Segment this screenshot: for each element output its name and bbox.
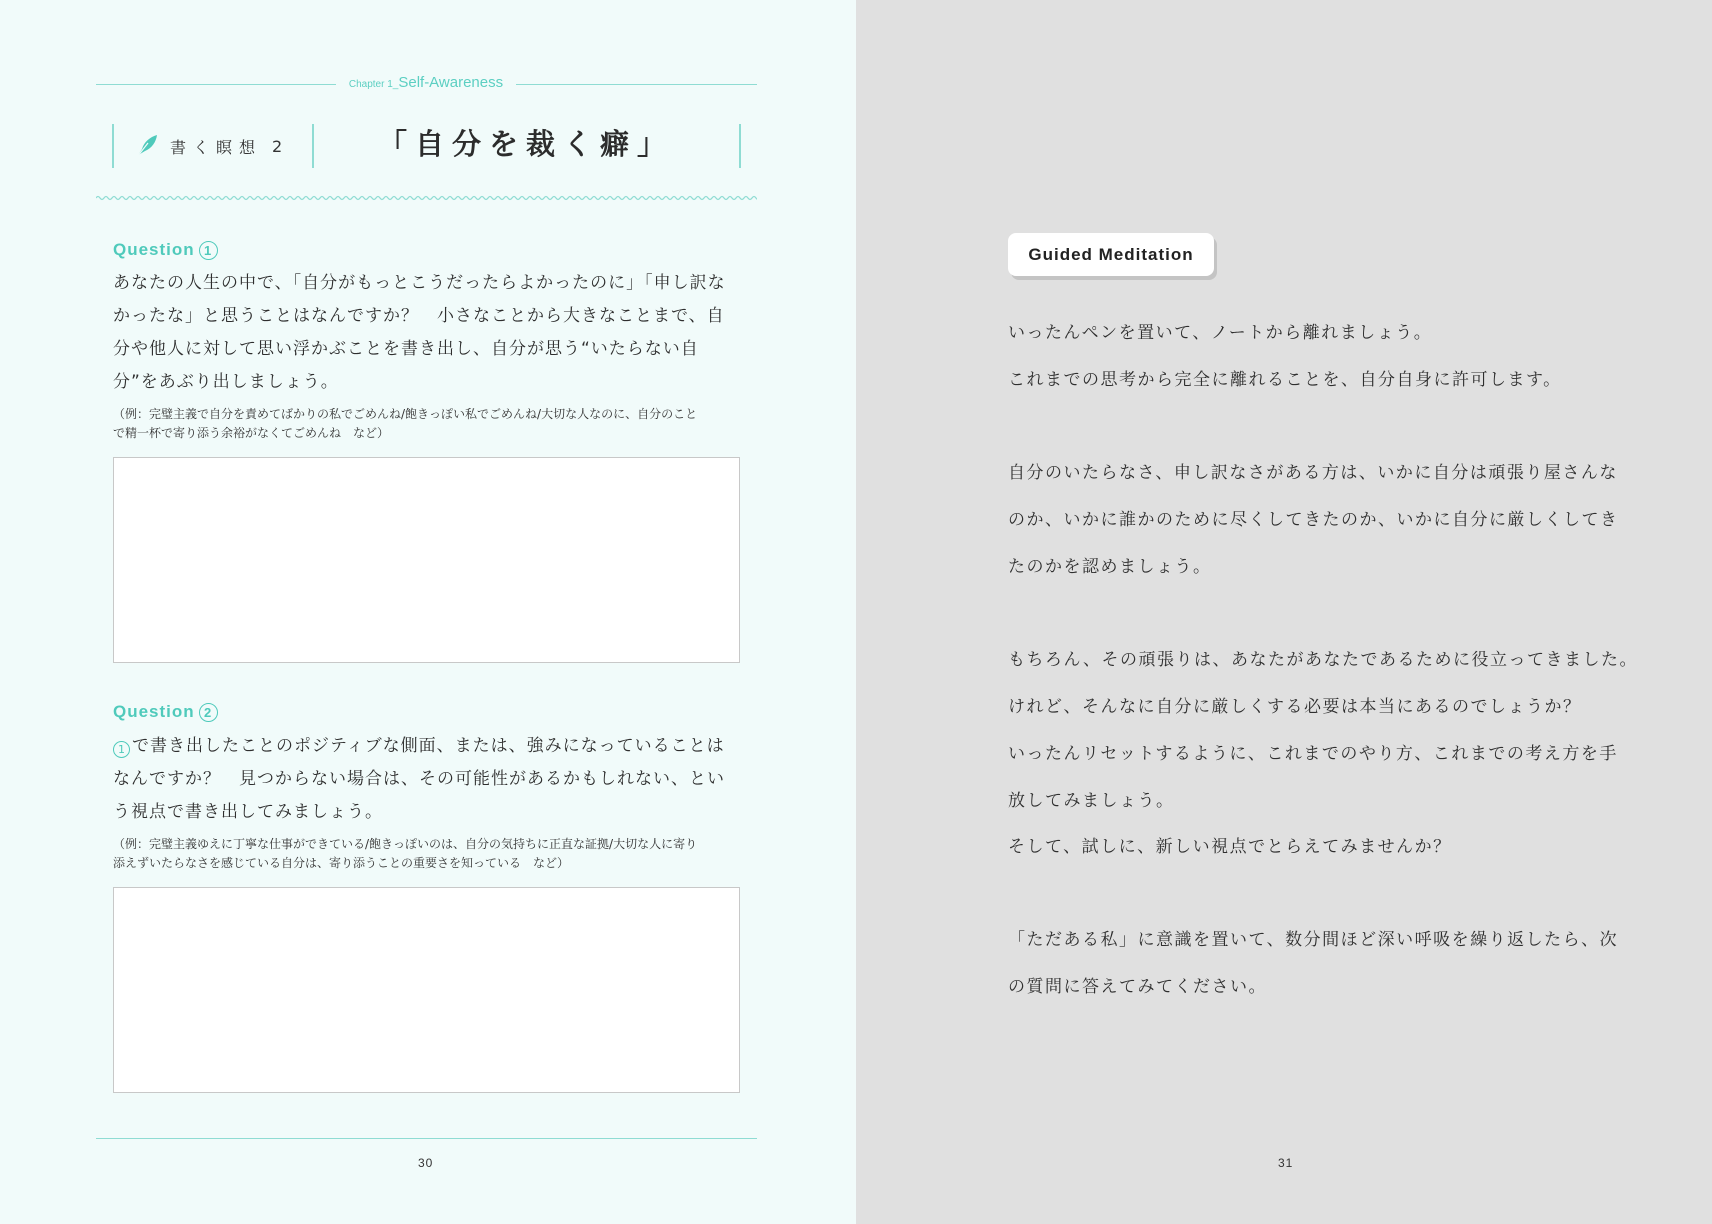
question-1-example-line: で精一杯で寄り添う余裕がなくてごめんね など） <box>113 426 390 440</box>
footer-rule <box>96 1138 757 1139</box>
question-2-line: なんですか？ 見つからない場合は、その可能性があるかもしれない、とい <box>113 769 725 789</box>
question-1-word: Question <box>113 240 195 259</box>
meditation-line: いったんペンを置いて、ノートから離れましょう。 <box>1008 323 1433 343</box>
wavy-divider <box>96 194 757 202</box>
chapter-rule-right <box>516 84 757 85</box>
exercise-series: 書く瞑想 <box>170 137 263 157</box>
chapter-label <box>336 74 516 92</box>
meditation-line: の質問に答えてみてください。 <box>1008 977 1267 997</box>
chapter-prefix: Chapter 1_ <box>348 79 399 90</box>
question-ref-number: 1 <box>113 741 130 758</box>
page-title: 「自分を裁く癖」 <box>377 127 674 161</box>
question-1-label <box>113 240 218 260</box>
guided-meditation-badge: Guided Meditation <box>1008 233 1214 276</box>
meditation-line: のか、いかに誰かのために尽くしてきたのか、いかに自分に厳しくしてき <box>1008 510 1619 530</box>
right-page <box>856 0 1712 1224</box>
page-number-right: 31 <box>1278 1156 1294 1170</box>
question-1-example <box>113 405 741 443</box>
exercise-label <box>134 130 289 162</box>
meditation-line: たのかを認めましょう。 <box>1008 557 1212 577</box>
meditation-line: いったんリセットするように、これまでのやり方、これまでの考え方を手 <box>1008 744 1618 764</box>
question-2-line: で書き出したことのポジティブな側面、または、強みになっていることは <box>132 736 725 756</box>
question-2-line-1 <box>113 730 741 763</box>
question-1-line: 分”をあぶり出しましょう。 <box>113 372 339 392</box>
question-2-line: う視点で書き出してみましょう。 <box>113 802 383 822</box>
header-bar-1 <box>112 124 114 168</box>
question-2-example-line: （例：完璧主義ゆえに丁寧な仕事ができている/飽きっぽいのは、自分の気持ちに正直な証拠/大切な人に寄り <box>113 837 698 851</box>
meditation-line: 自分のいたらなさ、申し訳なさがある方は、いかに自分は頑張り屋さんな <box>1008 463 1618 483</box>
question-1-text <box>113 267 741 399</box>
question-2-example-line: 添えずいたらなさを感じている自分は、寄り添うことの重要さを知っている など） <box>113 856 570 870</box>
meditation-line: 「ただある私」に意識を置いて、数分間ほど深い呼吸を繰り返したら、次 <box>1008 930 1619 950</box>
answer-box-1[interactable] <box>113 457 740 663</box>
question-1-line: 分や他人に対して思い浮かぶことを書き出し、自分が思う“いたらない自 <box>113 339 699 359</box>
meditation-line: 放してみましょう。 <box>1008 791 1175 811</box>
meditation-line: けれど、そんなに自分に厳しくする必要は本当にあるのでしょうか？ <box>1008 697 1582 717</box>
page-number-left: 30 <box>418 1156 434 1170</box>
answer-box-2[interactable] <box>113 887 740 1093</box>
question-2-example <box>113 835 741 873</box>
meditation-line: もちろん、その頑張りは、あなたがあなたであるために役立ってきました。 <box>1008 650 1639 670</box>
question-2-word: Question <box>113 702 195 721</box>
question-2-text <box>113 730 741 829</box>
question-1-line: あなたの人生の中で、「自分がもっとこうだったらよかったのに」「申し訳な <box>113 273 726 293</box>
question-1-line: かったな」と思うことはなんですか？ 小さなことから大きなことまで、自 <box>113 306 725 326</box>
chapter-title: Self-Awareness <box>398 74 504 91</box>
question-1-number: 1 <box>199 241 218 260</box>
question-2-number: 2 <box>199 703 218 722</box>
question-2-label <box>113 702 218 722</box>
meditation-line: そして、試しに、新しい視点でとらえてみませんか？ <box>1008 837 1452 857</box>
feather-icon <box>134 133 160 159</box>
chapter-rule-left <box>96 84 336 85</box>
exercise-number: 2 <box>272 136 290 156</box>
question-1-example-line: （例：完璧主義で自分を責めてばかりの私でごめんね/飽きっぽい私でごめんね/大切な人なのに、自分のこと <box>113 407 698 421</box>
meditation-line: これまでの思考から完全に離れることを、自分自身に許可します。 <box>1008 370 1562 390</box>
